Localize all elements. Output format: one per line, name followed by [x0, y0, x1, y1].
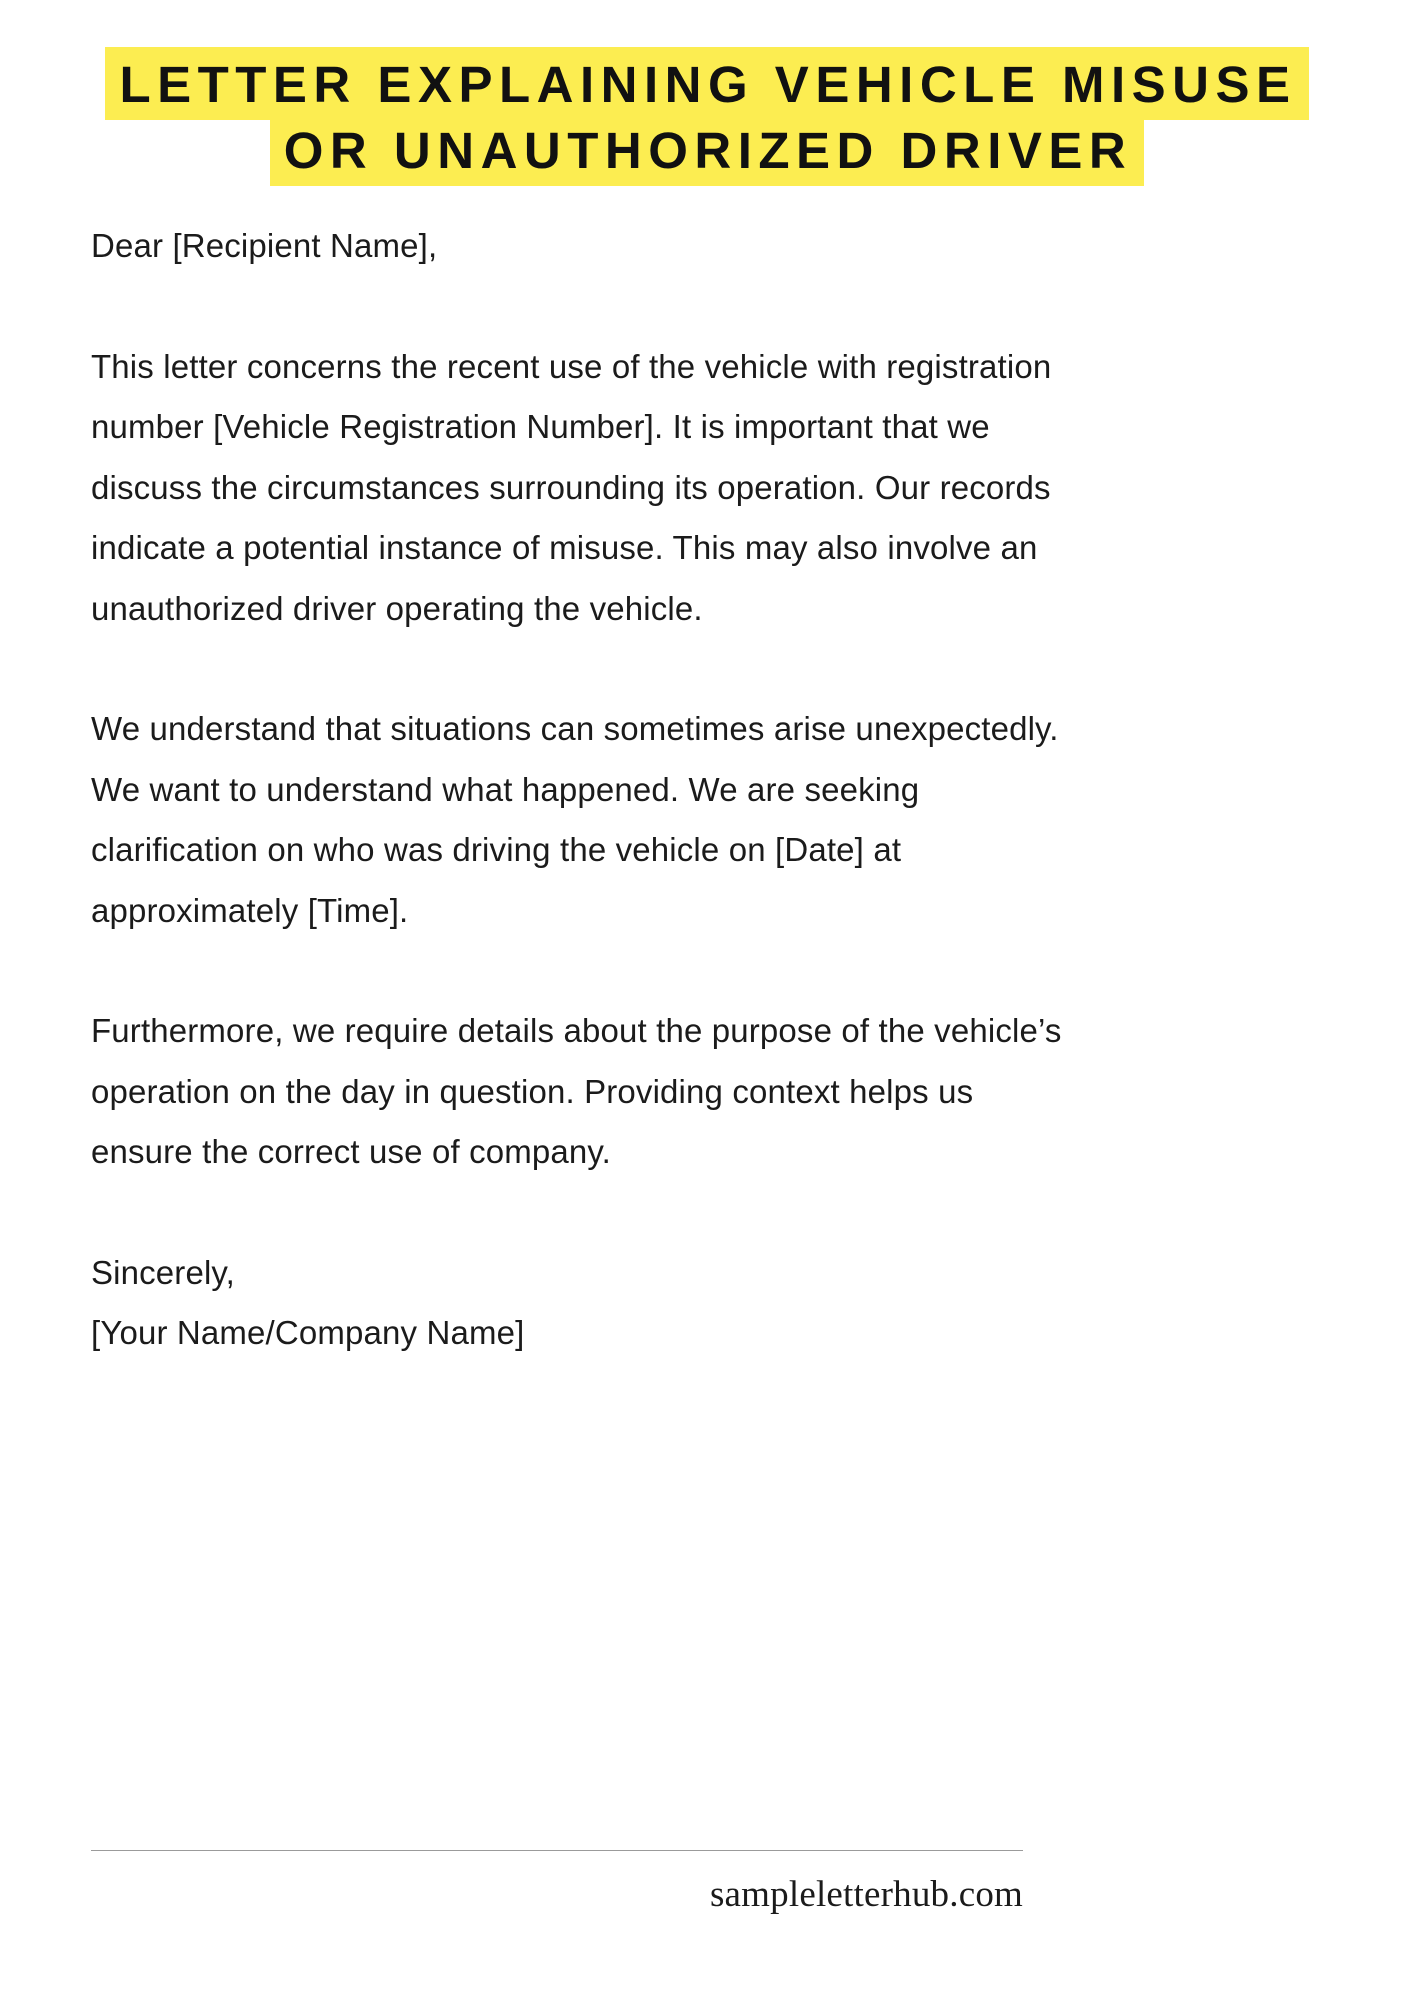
body-paragraph-2: We understand that situations can sometimes arise unexpectedly. We want to understand what happened. We are seeking clarification on who was driving the vehicle on [Date] at approximately [Time]. — [91, 710, 1059, 929]
closing-text: Sincerely, — [91, 1253, 235, 1291]
closing-block — [91, 1243, 1066, 1364]
body-paragraph-1: This letter concerns the recent use of the vehicle with registration number [Vehicle Registration Number]. It is important that we discuss the circumstances surrounding its operation. Our records indicate a potential instance of misuse. This may also involve an unauthorized driver operating the vehicle. — [91, 347, 1052, 627]
letter-body — [91, 216, 1066, 1364]
title-line-1 — [0, 52, 1414, 118]
footer-divider — [91, 1850, 1023, 1851]
title-line-2 — [0, 118, 1414, 184]
salutation-text: Dear [Recipient Name], — [91, 227, 438, 264]
footer-website-url: sampleletterhub.com — [709, 1874, 1023, 1915]
page-title — [0, 52, 1414, 184]
title-line-1-highlight: LETTER EXPLAINING VEHICLE MISUSE — [105, 47, 1308, 120]
body-paragraph-3: Furthermore, we require details about the purpose of the vehicle’s operation on the day in question. Providing context helps us ensure the correct use of company. — [91, 1012, 1062, 1170]
title-line-2-highlight: OR UNAUTHORIZED DRIVER — [270, 113, 1145, 186]
page-footer — [91, 1850, 1023, 1917]
signature-text: [Your Name/Company Name] — [91, 1314, 525, 1351]
